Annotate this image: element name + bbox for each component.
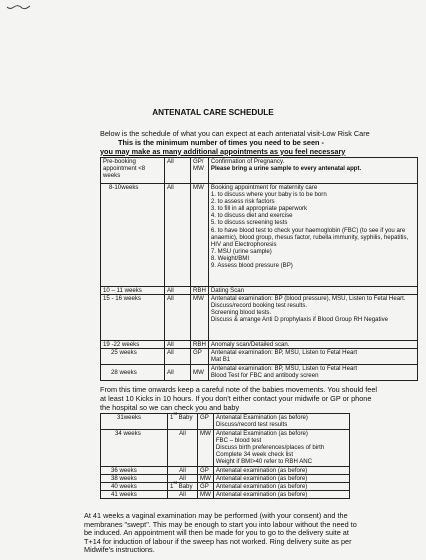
detail-line: 6. to have blood test to check your haemoglobin (FBC) (to see if you are anaemic), blood group, rhesus factor, rubella immunity, syphilis, hepatitis, HIV and Electrophoresis: [210, 226, 409, 248]
table-row: [101, 430, 350, 467]
page-title: ANTENATAL CARE SCHEDULE: [152, 108, 274, 117]
detail-line: 8. Weight/BMI: [210, 254, 250, 262]
row-by: MW: [198, 491, 214, 499]
row-when: [101, 414, 168, 430]
row-when: 8-10weeks: [101, 184, 165, 287]
row-who: All: [165, 295, 191, 341]
detail-line: Confirmation of Pregnancy.: [210, 158, 285, 165]
sweep-line-2: membranes "swept". This may be enough to start you into labour without the need to: [84, 519, 357, 529]
row-who: [168, 475, 198, 486]
detail-line: Discuss/record test results: [215, 421, 288, 429]
row-when: 10 – 11 weeks: [101, 287, 165, 295]
detail-line: 4. to discuss diet and exercise: [210, 212, 293, 220]
table-row: [101, 414, 350, 430]
table-row: [101, 365, 418, 381]
movements-note: [100, 386, 426, 412]
detail-line: 2. to assess risk factors: [210, 198, 275, 206]
who-rest: Baby: [176, 483, 193, 491]
movements-line-1: From this time onwards keep a careful note of the babies movements. You should feel: [100, 385, 378, 394]
row-who: All: [165, 341, 191, 349]
row-when: 15 - 16 weeks: [101, 295, 165, 341]
detail-line: Antenatal examination (as before): [215, 467, 308, 474]
detail-line: Anomaly scan/Detailed scan.: [210, 341, 290, 349]
row-when: 25 weeks: [101, 349, 165, 365]
row-who: All: [165, 158, 191, 184]
row-details: [213, 430, 349, 467]
intro-text: [100, 130, 426, 156]
row-by: GP: [198, 467, 214, 475]
table-row: [101, 158, 418, 184]
detail-line: Please bring a urine sample to every antenatal appt.: [210, 165, 362, 173]
who-num: 1: [170, 483, 174, 491]
row-details: [208, 158, 417, 184]
row-by: GP: [198, 414, 214, 430]
sweep-line-5: Midwife's instructions.: [84, 545, 155, 555]
row-details: [213, 491, 349, 499]
who-num: All: [179, 467, 186, 474]
row-who: [168, 480, 198, 491]
row-by: GP: [191, 349, 209, 365]
detail-line: Weight if BMI>40 refer to RBH ANC: [215, 458, 313, 466]
who-num: All: [179, 491, 186, 499]
row-who: All: [165, 287, 191, 295]
table-row: [101, 467, 350, 475]
detail-line: Antenatal examination (as before): [215, 483, 308, 491]
detail-line: FBC – blood test: [215, 437, 262, 445]
detail-line: Mat B1: [210, 356, 231, 364]
row-details: [208, 295, 417, 341]
row-details: [213, 475, 349, 483]
intro-line-1: Below is the schedule of what you can expect at each antenatal visit-Low Risk Care: [100, 129, 370, 138]
detail-line: 9. Assess blood pressure (BP): [210, 262, 293, 270]
detail-line: 5. to discuss screening tests: [210, 219, 288, 227]
detail-line: Antenatal examination: BP, MSU, Listen to Fetal Heart: [210, 365, 358, 373]
detail-line: Antenatal examination (as before): [215, 475, 308, 483]
row-when-text: 31weeks: [117, 414, 142, 421]
row-by: MW: [191, 295, 209, 341]
detail-line: 3. to fill in all appropriate paperwork: [210, 205, 308, 213]
row-by: GP: [198, 483, 214, 491]
schedule-table-late: [100, 413, 350, 499]
sweep-note: [84, 512, 426, 555]
row-details: [213, 483, 349, 491]
row-by: RBH: [191, 287, 209, 295]
schedule-table-early: [100, 157, 418, 381]
row-who: [168, 491, 198, 499]
row-details: [208, 287, 417, 295]
who-num: All: [179, 430, 186, 437]
detail-line: Antenatal Examination (as before): [215, 414, 308, 421]
detail-line: Complete 34 week check list: [215, 451, 294, 459]
row-when: 36 weeks: [101, 467, 168, 475]
row-by: MW: [191, 184, 209, 287]
table-row: [101, 341, 418, 349]
row-who: All: [165, 184, 191, 287]
detail-line: Discuss birth preferences/places of birth: [215, 444, 325, 452]
detail-line: Discuss/record booking test results.: [210, 302, 308, 310]
who-rest: Baby: [176, 414, 193, 421]
row-when: 38 weeks: [101, 475, 168, 483]
row-who: All: [165, 349, 191, 365]
row-details: [208, 349, 417, 365]
row-when: Pre-booking appointment <8 weeks: [101, 158, 165, 184]
table-row: [101, 184, 418, 287]
row-when: 28 weeks: [101, 365, 165, 381]
table-row: [101, 295, 418, 341]
row-who: [168, 411, 198, 430]
row-when: 41 weeks: [101, 491, 168, 499]
row-who: [168, 430, 198, 467]
movements-line-3: the hospital so we can check you and baby: [100, 402, 240, 412]
detail-line: Screening blood tests.: [210, 309, 272, 317]
detail-line: Discuss & arrange Anti D prophylaxis if Blood Group RH Negative: [210, 316, 389, 324]
who-sup: st: [173, 480, 177, 486]
detail-line: Antenatal Examination (as before): [215, 430, 308, 437]
detail-line: Antenatal examination: BP, MSU, Listen to Fetal Heart: [210, 349, 358, 357]
table-row: [101, 475, 350, 483]
row-by: MW: [191, 365, 209, 381]
row-details: [208, 365, 417, 381]
table-row: [101, 491, 350, 499]
row-by: MW: [198, 475, 214, 483]
who-sup: st: [173, 411, 177, 416]
row-details: [213, 414, 349, 430]
detail-line: Antenatal examination (as before): [215, 491, 308, 499]
detail-line: Blood Test for FBC and antibody screen: [210, 372, 319, 380]
row-who: [168, 467, 198, 475]
detail-line: Antenatal examination: BP (blood pressure), MSU, Listen to Fetal Heart.: [210, 295, 406, 303]
row-details: [208, 341, 417, 349]
detail-line: Dating Scan: [210, 287, 245, 294]
detail-line: 7. MSU (urine sample): [210, 247, 272, 255]
row-by: GP/ MW: [191, 158, 209, 184]
sweep-line-4: T+14 for induction of labour if the sweep has not worked. Ring delivery suite as per: [84, 536, 352, 546]
table-row: [101, 349, 418, 365]
intro-line-2: This is the minimum number of times you need to be seen -: [118, 137, 324, 147]
intro-line-3: you may make as many additional appointments as you feel necessary: [100, 146, 346, 156]
row-by: MW: [198, 430, 214, 467]
who-num: All: [179, 475, 186, 483]
row-by: RBH: [191, 341, 209, 349]
row-when: 34 weeks: [101, 430, 168, 467]
sweep-line-3: be induced. An appointment will then be made for you to go to the delivery suite at: [84, 528, 349, 538]
row-who: All: [165, 365, 191, 381]
scan-mark-icon: [6, 2, 32, 12]
row-details: [213, 467, 349, 475]
movements-line-2: at least 10 Kicks in 10 hours. If you don't either contact your midwife or GP or phone: [100, 393, 372, 403]
row-when: 19 -22 weeks: [101, 341, 165, 349]
table-row: [101, 483, 350, 491]
detail-line: Booking appointment for maternity care: [210, 184, 318, 191]
who-num: 1: [170, 414, 174, 421]
row-when: 40 weeks: [101, 483, 168, 491]
detail-line: 1. to discuss where your baby is to be born: [210, 191, 327, 199]
table-row: [101, 287, 418, 295]
sweep-line-1: At 41 weeks a vaginal examination may be performed (with your consent) and the: [84, 511, 348, 520]
row-details: [208, 184, 417, 287]
